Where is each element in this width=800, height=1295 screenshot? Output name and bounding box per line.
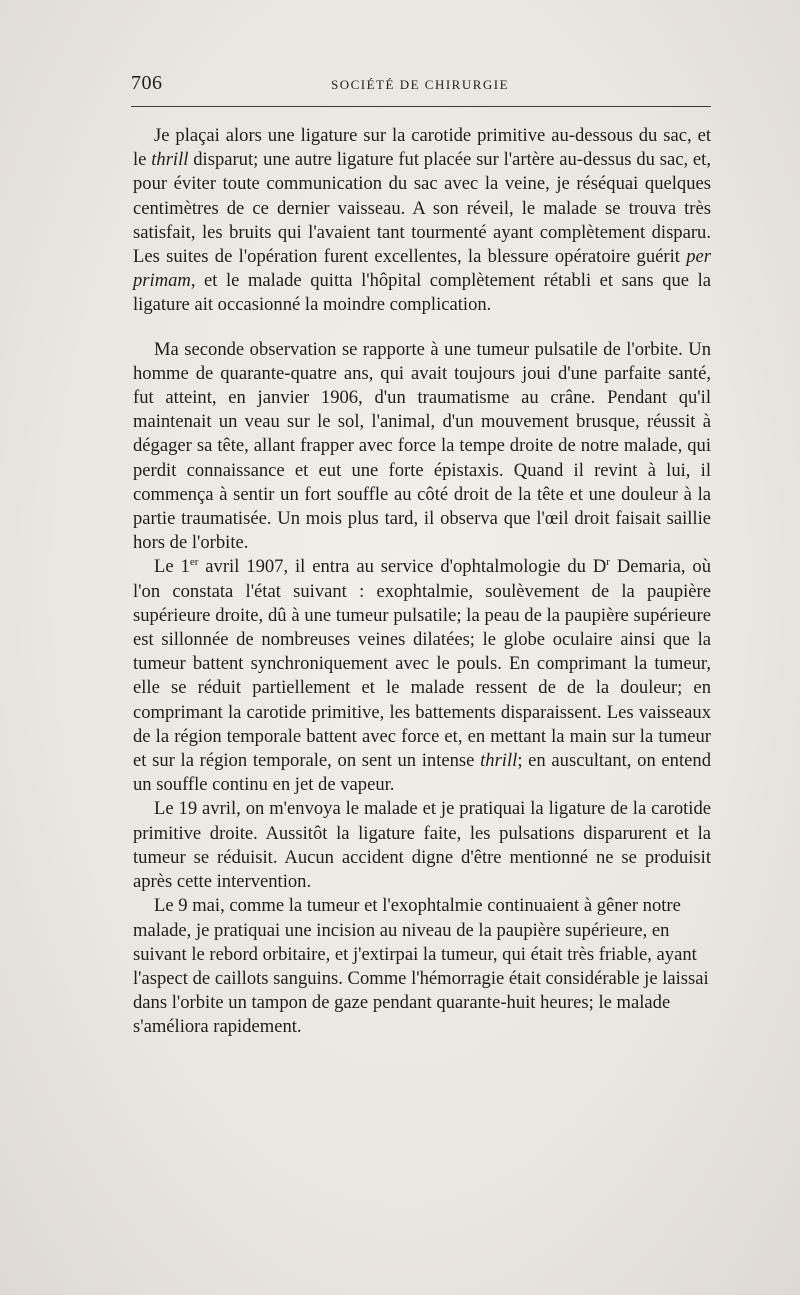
page-header [131,72,711,98]
page-number: 706 [131,72,163,94]
superscript-er: er [189,556,199,569]
paragraph-1-text-a: Je plaçai alors une ligature sur la carotide primitive au-dessous du sac, et le [133,125,711,171]
italic-term-per-primam: per primam [133,246,711,292]
running-head: SOCIÉTÉ DE CHIRURGIE [331,77,510,92]
paragraph-3-text-b: avril 1907, il entra au service d'ophtalmologie du D [198,556,607,578]
italic-term-thrill: thrill [151,149,189,171]
body-text [133,124,711,1040]
paragraph-1-text-b: disparut; une autre ligature fut placée sur l'artère au-dessus du sac, et, pour éviter toute communication du sac avec la veine, je réséquai quelques centimètres de ce dernier vaisseau. A son réveil, le malade se trouva très satisfait, les bruits qui l'avaient tant tourmenté ayant complètement disparu. Les suites de l'opération furent excellentes, la blessure opératoire guérit [133,149,711,268]
paragraph-4: Le 19 avril, on m'envoya le malade et je pratiquai la ligature de la carotide primitive droite. Aussitôt la ligature faite, les pulsations disparurent et la tumeur se réduisit. Aucun accident digne d'être mentionné ne se produisit après cette intervention. [133,798,711,893]
paragraph-3 [133,555,711,797]
superscript-r: r [606,556,610,569]
paragraph-2: Ma seconde observation se rapporte à une tumeur pulsatile de l'orbite. Un homme de quarante-quatre ans, qui avait toujours joui d'une parfaite santé, fut atteint, en janvier 1906, d'un traumatisme au crâne. Pendant qu'il maintenait un veau sur le sol, l'animal, d'un mouvement brusque, réussit à dégager sa tête, allant frapper avec force la tempe droite de notre malade, qui perdit connaissance et eut une forte épistaxis. Quand il revint à lui, il commença à sentir un fort souffle au côté droit de la tête et une douleur à la partie traumatisée. Un mois plus tard, il observa que l'œil droit faisait saillie hors de l'orbite. [133,338,711,554]
header-rule [131,106,711,107]
italic-term-thrill-2: thrill [480,750,518,772]
paragraph-3-text-c: Demaria, où l'on constata l'état suivant : exophtalmie, soulèvement de la paupière supérieure droite, dû à une tumeur pulsatile; la peau de la paupière supérieure est sillonnée de nombreuses veines dilatées; le globe oculaire ainsi que la tumeur battent synchroniquement avec le pouls. En comprimant la tumeur, elle se réduit partiellement et le malade ressent de de la douleur; en comprimant la carotide primitive, les battements disparaissent. Les vaisseaux de la région temporale battent avec force et, en mettant la main sur la tumeur et sur la région temporale, on sent un intense [133,556,711,772]
paragraph-1 [133,124,711,318]
paragraph-5: Le 9 mai, comme la tumeur et l'exophtalmie continuaient à gêner notre malade, je pratiquai une incision au niveau de la paupière supérieure, en suivant le rebord orbitaire, et j'extirpai la tumeur, qui était très friable, ayant l'aspect de caillots sanguins. Comme l'hémorragie était considérable je laissai dans l'orbite un tampon de gaze pendant quarante-huit heures; le malade s'améliora rapidement. [133,895,709,1038]
paragraph-1-text-c: , et le malade quitta l'hôpital complètement rétabli et sans que la ligature ait occasionné la moindre complication. [133,270,711,316]
paragraph-3-text-d: ; en auscultant, on entend un souffle continu en jet de vapeur. [133,750,711,796]
paragraph-3-text-a: Le 1 [154,556,190,578]
